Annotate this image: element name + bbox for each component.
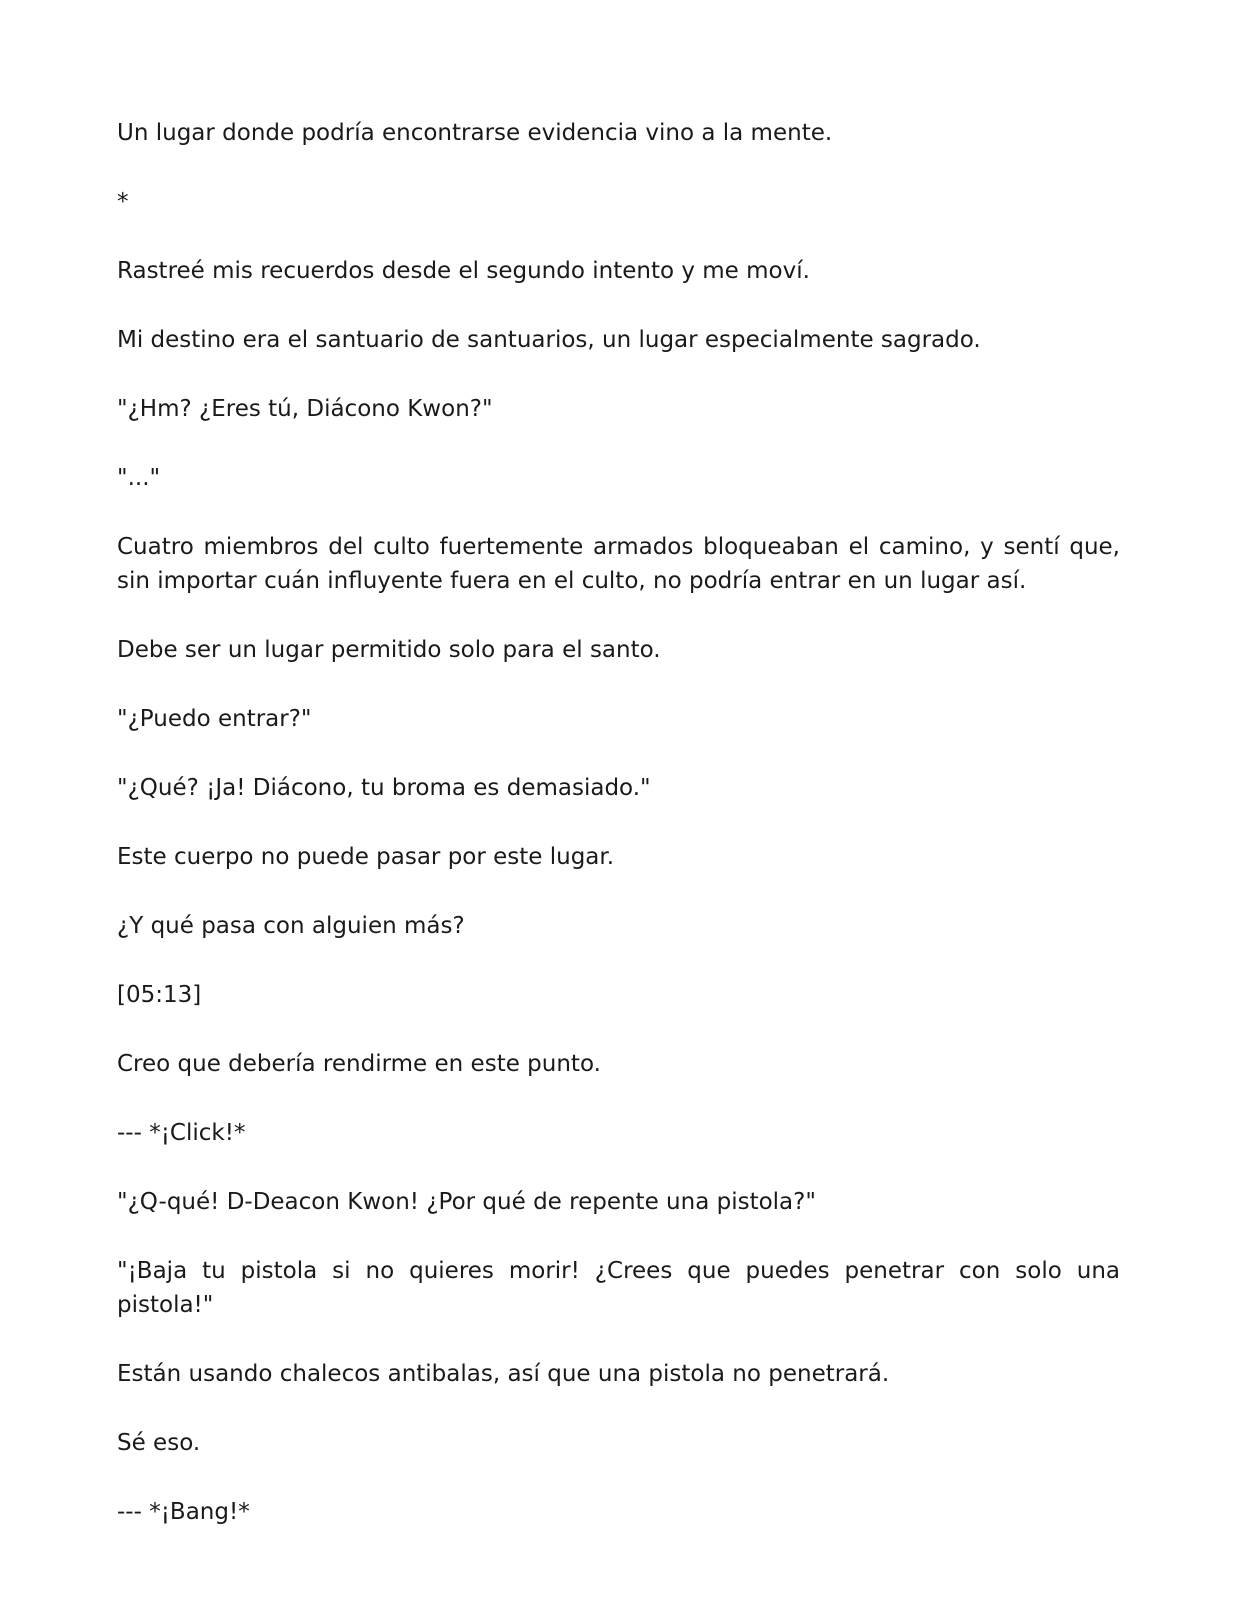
paragraph: Creo que debería rendirme en este punto.: [117, 1051, 601, 1077]
timestamp: [05:13]: [117, 982, 202, 1008]
paragraph: Mi destino era el santuario de santuarios, un lugar especialmente sagrado.: [117, 327, 981, 353]
dialogue-line: "¿Qué? ¡Ja! Diácono, tu broma es demasiado.": [117, 775, 651, 801]
paragraph: Rastreé mis recuerdos desde el segundo intento y me moví.: [117, 258, 810, 284]
paragraph: Este cuerpo no puede pasar por este lugar.: [117, 844, 615, 870]
dialogue-line: "¿Puedo entrar?": [117, 706, 312, 732]
dialogue-line: "¿Hm? ¿Eres tú, Diácono Kwon?": [117, 396, 493, 422]
dialogue-line: "¡Baja tu pistola si no quieres morir! ¿Crees que puedes penetrar con solo una pistola!": [117, 1258, 1120, 1318]
sound-effect: --- *¡Bang!*: [117, 1499, 250, 1525]
paragraph: ¿Y qué pasa con alguien más?: [117, 913, 465, 939]
dialogue-line: "¿Q-qué! D-Deacon Kwon! ¿Por qué de repente una pistola?": [117, 1189, 816, 1215]
paragraph: Un lugar donde podría encontrarse evidencia vino a la mente.: [117, 120, 833, 146]
dialogue-line: "...": [117, 465, 161, 491]
scene-break: *: [117, 189, 129, 215]
document-body: [117, 116, 1120, 1564]
paragraph: Están usando chalecos antibalas, así que una pistola no penetrará.: [117, 1361, 890, 1387]
paragraph: Debe ser un lugar permitido solo para el santo.: [117, 637, 661, 663]
sound-effect: --- *¡Click!*: [117, 1120, 246, 1146]
paragraph: Cuatro miembros del culto fuertemente armados bloqueaban el camino, y sentí que, sin importar cuán influyente fuera en el culto, no podría entrar en un lugar así.: [117, 534, 1120, 594]
paragraph: Sé eso.: [117, 1430, 201, 1456]
